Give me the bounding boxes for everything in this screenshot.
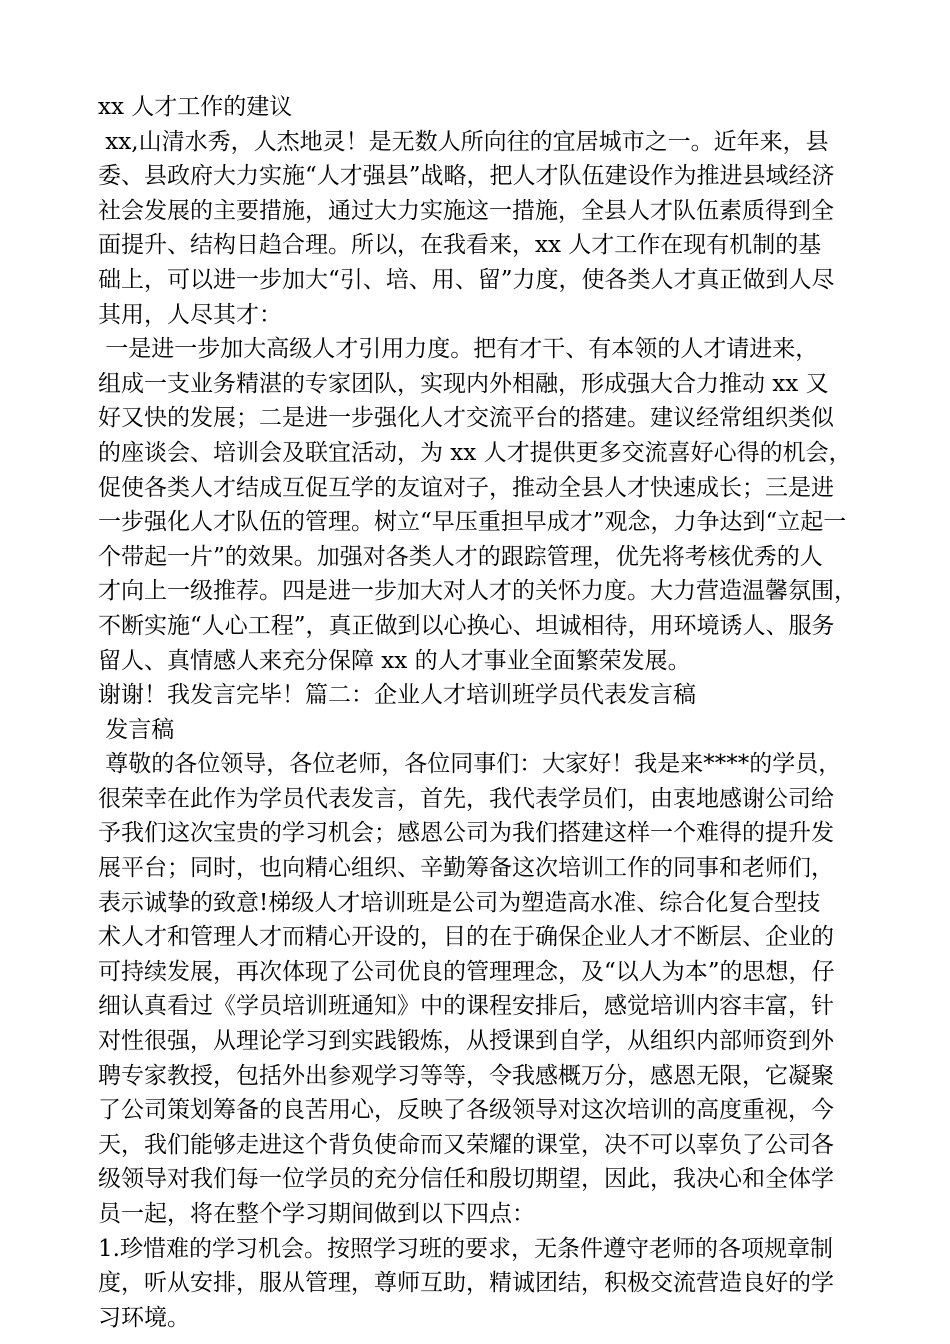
text-line: 面提升、结构日趋合理。所以，在我看来，xx 人才工作在现有机制的基 — [98, 232, 822, 259]
text-line: 了公司策划筹备的良苦用心，反映了各级领导对这次培训的高度重视，今 — [98, 1097, 834, 1124]
text-line: xx,山清水秀，人杰地灵！是无数人所向往的宜居城市之一。近年来，县 — [98, 128, 829, 155]
text-line: 度，听从安排，服从管理，尊师互助，精诚团结，积极交流营造良好的学 — [98, 1270, 834, 1297]
doc-title: xx 人才工作的建议 — [98, 94, 293, 120]
text-line: 尊敬的各位领导，各位老师，各位同事们：大家好！我是来****的学员， — [98, 751, 842, 778]
text-line: 好又快的发展；二是进一步强化人才交流平台的搭建。建议经常组织类似 — [98, 405, 834, 432]
text-line: 促使各类人才结成互促互学的友谊对子，推动全县人才快速成长；三是进 — [98, 474, 834, 501]
text-line: 个带起一片”的效果。加强对各类人才的跟踪管理，优先将考核优秀的人 — [98, 543, 823, 570]
text-line: 社会发展的主要措施，通过大力实施这一措施，全县人才队伍素质得到全 — [98, 197, 834, 224]
text-line: 级领导对我们每一位学员的充分信任和殷切期望，因此，我决心和全体学 — [98, 1166, 834, 1193]
text-line: 员一起，将在整个学习期间做到以下四点： — [98, 1201, 535, 1227]
text-line: 委、县政府大力实施“人才强县”战略，把人才队伍建设作为推进县域经济 — [98, 163, 835, 190]
text-line: 组成一支业务精湛的专家团队，实现内外相融，形成强大合力推动 xx 又 — [98, 370, 829, 397]
text-line: 表示诚挚的致意!梯级人才培训班是公司为塑造高水准、综合化复合型技 — [98, 889, 821, 916]
document-body — [98, 90, 868, 1335]
text-line: 才向上一级推荐。四是进一步加大对人才的关怀力度。大力营造温馨氛围， — [98, 578, 857, 605]
text-line: 础上，可以进一步加大“引、培、用、留”力度，使各类人才真正做到人尽 — [98, 266, 835, 293]
text-line: 一是进一步加大高级人才引用力度。把有才干、有本领的人才请进来， — [98, 336, 819, 363]
text-line: 可持续发展，再次体现了公司优良的管理理念，及“以人为本”的思想，仔 — [98, 958, 835, 985]
text-line: 很荣幸在此作为学员代表发言，首先，我代表学员们，由衷地感谢公司给 — [98, 785, 834, 812]
text-line: 发言稿 — [98, 716, 175, 743]
list-item-line: 1.珍惜难的学习机会。按照学习班的要求，无条件遵守老师的各项规章制 — [98, 1235, 833, 1262]
section-heading: 谢谢！我发言完毕！篇二：企业人才培训班学员代表发言稿 — [98, 682, 696, 709]
text-line: 术人才和管理人才而精心开设的，目的在于确保企业人才不断层、企业的 — [98, 924, 834, 951]
text-line: 予我们这次宝贵的学习机会；感恩公司为我们搭建这样一个难得的提升发 — [98, 820, 834, 847]
text-line: 不断实施“人心工程”，真正做到以心换心、坦诚相待，用环境诱人、服务 — [98, 612, 835, 639]
text-line: 细认真看过《学员培训班通知》中的课程安排后，感觉培训内容丰富，针 — [98, 993, 834, 1020]
text-line: 聘专家教授，包括外出参观学习等等，令我感概万分，感恩无限，它凝聚 — [98, 1062, 834, 1089]
text-line: 一步强化人才队伍的管理。树立“早压重担早成才”观念，力争达到“立起一 — [98, 509, 847, 536]
text-line: 习环境。 — [98, 1304, 190, 1331]
text-line: 对性很强，从理论学习到实践锻炼，从授课到自学，从组织内部师资到外 — [98, 1028, 834, 1055]
text-line: 的座谈会、培训会及联宜活动，为 xx 人才提供更多交流喜好心得的机会， — [98, 439, 852, 466]
text-line: 留人、真情感人来充分保障 xx 的人才事业全面繁荣发展。 — [98, 647, 691, 674]
text-line: 天，我们能够走进这个背负使命而又荣耀的课堂，决不可以辜负了公司各 — [98, 1131, 834, 1158]
text-line: 展平台；同时，也向精心组织、辛勤筹备这次培训工作的同事和老师们， — [98, 855, 834, 882]
text-line: 其用，人尽其才： — [98, 301, 282, 328]
